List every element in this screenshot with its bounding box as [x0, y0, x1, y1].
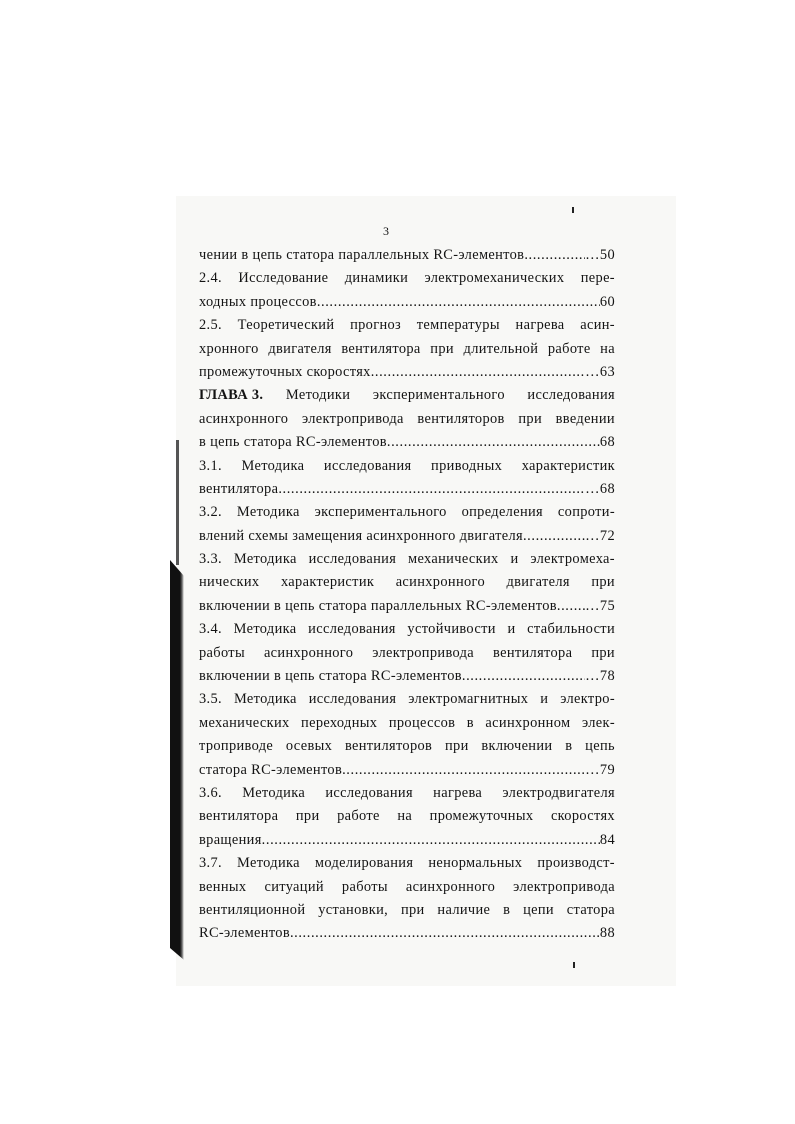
page-number: 3: [383, 224, 389, 238]
toc-line: 3.3. Методика исследования механических и электромеха-: [199, 551, 615, 568]
toc-line: 3.4. Методика исследования устойчивости и стабильности: [199, 621, 615, 638]
toc-line: троприводе осевых вентиляторов при включении в цепь: [199, 738, 615, 755]
toc-line: RC-элементов ..... 88: [199, 922, 615, 945]
toc-line: механических переходных процессов в асинхронном элек-: [199, 714, 615, 731]
toc-line: хронного двигателя вентилятора при длительной работе на: [199, 340, 615, 357]
scan-speck: [572, 207, 574, 213]
scan-speck: [573, 962, 575, 968]
toc-line: включении в цепь статора параллельных RC-элементов ..... …75: [199, 595, 615, 618]
toc-line: чении в цепь статора параллельных RC-элементов ..... …50: [199, 244, 615, 267]
toc-line: работы асинхронного электропривода вентилятора при: [199, 644, 615, 661]
toc-line: вентиляционной установки, при наличие в цепи статора: [199, 901, 615, 918]
toc-line: нических характеристик асинхронного двигателя при: [199, 574, 615, 591]
toc-line: 2.5. Теоретический прогноз температуры нагрева асин-: [199, 317, 615, 334]
toc-line: 3.7. Методика моделирования ненормальных производст-: [199, 855, 615, 872]
toc-line: 2.4. Исследование динамики электромеханических пере-: [199, 270, 615, 287]
toc-chapter-heading: ГЛАВА 3. Методики экспериментального исследования: [199, 387, 615, 404]
toc-line: 3.2. Методика экспериментального определения сопроти-: [199, 504, 615, 521]
toc-line: статора RC-элементов ..... …79: [199, 759, 615, 782]
toc-line: вращения ..... 84: [199, 829, 615, 852]
toc-line: в цепь статора RC-элементов ..... 68: [199, 431, 615, 454]
toc-line: включении в цепь статора RC-элементов ..... …78: [199, 665, 615, 688]
table-of-contents: [199, 244, 615, 946]
toc-line: вентилятора при работе на промежуточных скоростях: [199, 808, 615, 825]
toc-line: влений схемы замещения асинхронного двигателя ..... …72: [199, 525, 615, 548]
toc-line: асинхронного электропривода вентиляторов при введении: [199, 410, 615, 427]
scan-binding-shadow: [170, 560, 184, 960]
toc-line: ходных процессов ..... 60: [199, 291, 615, 314]
toc-line: венных ситуаций работы асинхронного электропривода: [199, 878, 615, 895]
toc-line: 3.6. Методика исследования нагрева электродвигателя: [199, 784, 615, 801]
toc-line: промежуточных скоростях ..... …63: [199, 361, 615, 384]
toc-line: 3.1. Методика исследования приводных характеристик: [199, 457, 615, 474]
scan-binding-line: [176, 440, 179, 565]
toc-line: вентилятора ..... …68: [199, 478, 615, 501]
toc-line: 3.5. Методика исследования электромагнитных и электро-: [199, 691, 615, 708]
